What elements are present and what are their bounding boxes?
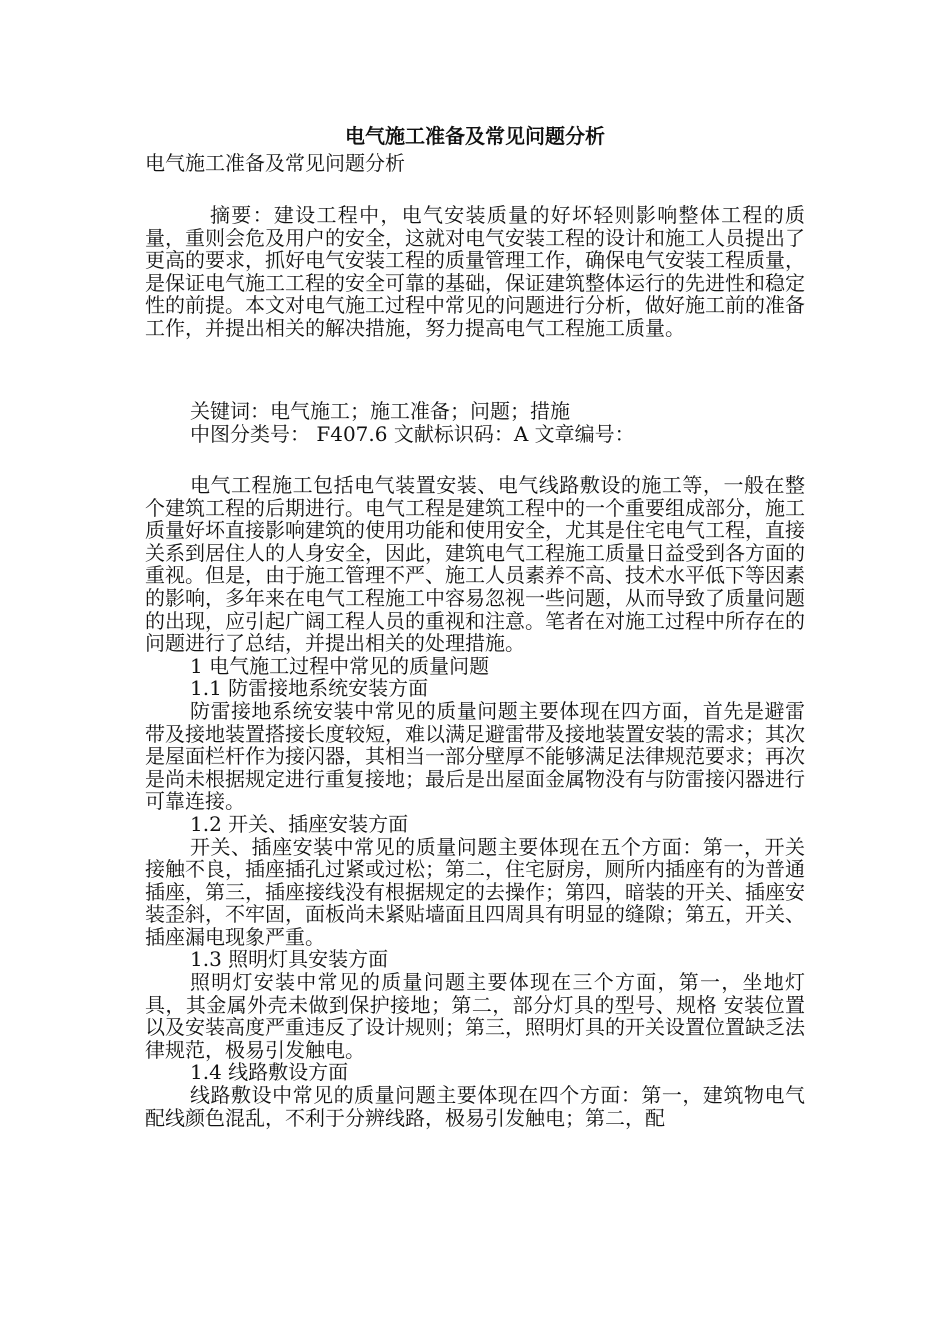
section-1-heading: 1 电气施工过程中常见的质量问题 [190, 653, 490, 678]
abstract-paragraph: 摘要：建设工程中，电气安装质量的好坏轻则影响整体工程的质量，重则会危及用户的安全，这就对电气安装工程的设计和施工人员提出了更高的要求，抓好电气安装工程的质量管理工作，确保电气安装工程质量，是保证电气施工工程的安全可靠的基础，保证建筑整体运行的先进性和稳定性的前提。本文对电气施工过程中常见的问题进行分析，做好施工前的准备工作，并提出相关的解决措施，努力提高电气工程施工质量。 [145, 203, 805, 340]
section-1-4-heading: 1.4 线路敷设方面 [190, 1060, 349, 1085]
section-1-4-paragraph: 线路敷设中常见的质量问题主要体现在四个方面：第一，建筑物电气配线颜色混乱，不利于分辨线路，极易引发触电；第二，配 [145, 1083, 805, 1130]
keywords-line: 关键词：电气施工；施工准备；问题；措施 [190, 399, 570, 423]
abstract-section [145, 204, 805, 340]
subtitle-text: 电气施工准备及常见问题分析 [145, 151, 405, 175]
section-1-3-paragraph: 照明灯安装中常见的质量问题主要体现在三个方面，第一，坐地灯具，其金属外壳未做到保护接地；第二，部分灯具的型号、规格 安装位置以及安装高度严重违反了设计规则；第三，照明灯具的开关设置位置缺乏法律规范，极易引发触电。 [145, 970, 805, 1062]
metadata-section [145, 400, 805, 445]
section-1-2-heading: 1.2 开关、插座安装方面 [190, 811, 409, 836]
section-1-3-heading: 1.3 照明灯具安装方面 [190, 947, 389, 972]
section-1-2-paragraph: 开关、插座安装中常见的质量问题主要体现在五个方面：第一，开关接触不良，插座插孔过紧或过松；第二，住宅厨房，厕所内插座有的为普通插座，第三，插座接线没有根据规定的去操作；第四，暗装的开关、插座安装歪斜，不牢固，面板尚未紧贴墙面且四周具有明显的缝隙；第五，开关、插座漏电现象严重。 [145, 834, 805, 949]
document-title: 电气施工准备及常见问题分析 [345, 124, 605, 148]
classification-line: 中图分类号： F407.6 文献标识码：A 文章编号： [190, 421, 635, 446]
section-1-1-paragraph: 防雷接地系统安装中常见的质量问题主要体现在四方面，首先是避雷带及接地装置搭接长度较短，难以满足避雷带及接地装置安装的需求；其次是屋面栏杆作为接闪器，其相当一部分壁厚不能够满足法律规范要求；再次是尚未根据规定进行重复接地；最后是出屋面金属物没有与防雷接闪器进行可靠连接。 [145, 698, 805, 814]
intro-paragraph: 电气工程施工包括电气装置安装、电气线路敷设的施工等，一般在整个建筑工程的后期进行。电气工程是建筑工程中的一个重要组成部分，施工质量好坏直接影响建筑的使用功能和使用安全，尤其是住宅电气工程，直接关系到居住人的人身安全，因此，建筑电气工程施工质量日益受到各方面的重视。但是，由于施工管理不严、施工人员素养不高、技术水平低下等因素的影响，多年来在电气工程施工中容易忽视一些问题，从而导致了质量问题的出现，应引起广阔工程人员的重视和注意。笔者在对施工过程中所存在的问题进行了总结，并提出相关的处理措施。 [145, 473, 805, 656]
section-1-1-heading: 1.1 防雷接地系统安装方面 [190, 676, 429, 701]
body-section [145, 474, 805, 1129]
document-subtitle [145, 152, 805, 175]
